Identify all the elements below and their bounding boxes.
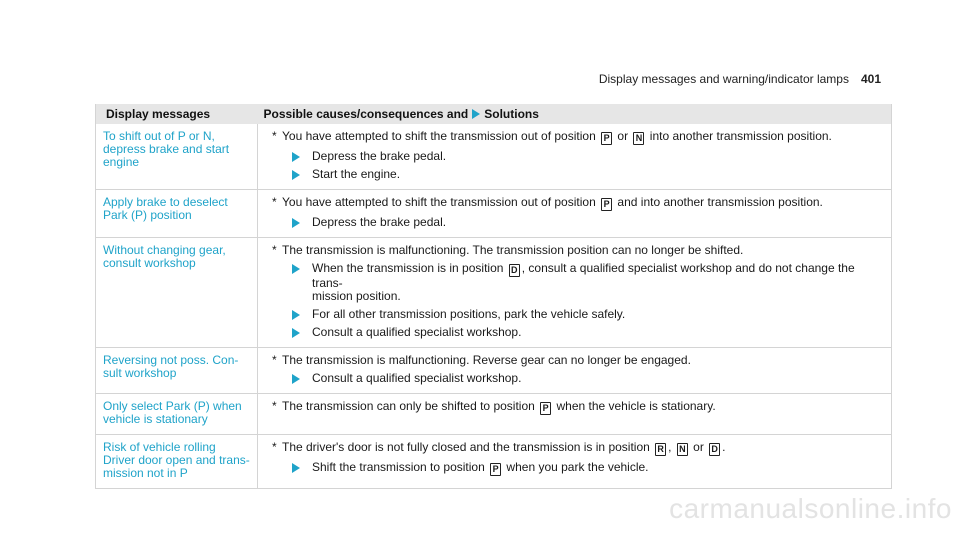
display-message-line: engine bbox=[103, 155, 140, 169]
asterisk: * bbox=[272, 129, 277, 143]
display-message bbox=[96, 435, 258, 489]
cause-and-solution bbox=[258, 348, 892, 394]
text-segment: Consult a qualified specialist workshop. bbox=[312, 371, 522, 385]
arrow-icon bbox=[292, 170, 300, 180]
cause-and-solution bbox=[258, 394, 892, 435]
cause-text bbox=[272, 244, 885, 257]
asterisk: * bbox=[272, 243, 277, 257]
text-segment: Start the engine. bbox=[312, 167, 401, 181]
text-segment: The transmission is malfunctioning. The transmission position can no longer be shifted. bbox=[282, 243, 744, 257]
text-segment: . bbox=[722, 440, 726, 454]
arrow-icon bbox=[292, 310, 300, 320]
display-messages-table bbox=[95, 104, 892, 489]
gear-n-icon: N bbox=[677, 443, 688, 456]
gear-p-icon: P bbox=[601, 132, 612, 145]
table-row bbox=[96, 348, 892, 394]
column-header-messages: Display messages bbox=[96, 104, 258, 124]
arrow-icon bbox=[292, 374, 300, 384]
gear-p-icon: P bbox=[490, 463, 501, 476]
text-segment: or bbox=[614, 129, 632, 143]
cause-text bbox=[272, 400, 885, 415]
section-title: Display messages and warning/indicator lamps bbox=[598, 72, 849, 86]
cause-and-solution bbox=[258, 124, 892, 190]
display-message-line: Park (P) position bbox=[103, 208, 192, 222]
text-segment: You have attempted to shift the transmission out of position bbox=[282, 129, 600, 143]
arrow-icon bbox=[472, 109, 480, 119]
cause-and-solution bbox=[258, 435, 892, 489]
gear-p-icon: P bbox=[540, 402, 551, 415]
display-message-line: sult workshop bbox=[103, 366, 177, 380]
text-segment: The transmission can only be shifted to position bbox=[282, 399, 539, 413]
column-header-solutions-label: Solutions bbox=[484, 107, 539, 121]
table-row bbox=[96, 124, 892, 190]
text-segment: Depress the brake pedal. bbox=[312, 149, 447, 163]
solution-step bbox=[272, 168, 885, 181]
gear-r-icon: R bbox=[655, 443, 666, 456]
text-segment: Depress the brake pedal. bbox=[312, 215, 447, 229]
text-segment: into another transmission position. bbox=[646, 129, 832, 143]
text-segment: when the vehicle is stationary. bbox=[553, 399, 716, 413]
text-segment: When the transmission is in position bbox=[312, 261, 507, 275]
display-message-line: Driver door open and trans- bbox=[103, 453, 250, 467]
arrow-icon bbox=[292, 218, 300, 228]
asterisk: * bbox=[272, 353, 277, 367]
solution-step bbox=[272, 216, 885, 229]
text-segment: and into another transmission position. bbox=[614, 195, 823, 209]
asterisk: * bbox=[272, 195, 277, 209]
text-segment: or bbox=[689, 440, 708, 454]
table-row bbox=[96, 435, 892, 489]
table-row bbox=[96, 190, 892, 238]
table-row bbox=[96, 238, 892, 348]
cause-and-solution bbox=[258, 238, 892, 348]
text-segment: For all other transmission positions, park the vehicle safely. bbox=[312, 307, 626, 321]
cause-text bbox=[272, 354, 885, 367]
cause-text bbox=[272, 441, 885, 456]
display-message bbox=[96, 394, 258, 435]
display-message bbox=[96, 238, 258, 348]
table-header-row bbox=[96, 104, 892, 124]
solution-step bbox=[272, 461, 885, 476]
display-message bbox=[96, 190, 258, 238]
display-message-line: vehicle is stationary bbox=[103, 412, 208, 426]
display-message-line: mission not in P bbox=[103, 466, 188, 480]
solution-step bbox=[272, 308, 885, 321]
display-message-line: Risk of vehicle rolling bbox=[103, 440, 216, 454]
table-row bbox=[96, 394, 892, 435]
column-header-causes-label: Possible causes/consequences and bbox=[263, 107, 469, 121]
page-header bbox=[599, 72, 881, 86]
display-message bbox=[96, 348, 258, 394]
arrow-icon bbox=[292, 152, 300, 162]
solution-step bbox=[272, 150, 885, 163]
watermark: carmanualsonline.info bbox=[669, 493, 952, 524]
text-segment: The driver's door is not fully closed and the transmission is in position bbox=[282, 440, 654, 454]
solution-step bbox=[272, 262, 885, 303]
display-message-line: Only select Park (P) when bbox=[103, 399, 242, 413]
text-segment: when you park the vehicle. bbox=[503, 460, 649, 474]
solution-step bbox=[272, 326, 885, 339]
cause-text bbox=[272, 196, 885, 211]
solution-step bbox=[272, 372, 885, 385]
arrow-icon bbox=[292, 264, 300, 274]
arrow-icon bbox=[292, 328, 300, 338]
arrow-icon bbox=[292, 463, 300, 473]
asterisk: * bbox=[272, 399, 277, 413]
cause-and-solution bbox=[258, 190, 892, 238]
text-segment: Shift the transmission to position bbox=[312, 460, 489, 474]
cause-text bbox=[272, 130, 885, 145]
display-message-line: depress brake and start bbox=[103, 142, 230, 156]
text-segment: , bbox=[668, 440, 675, 454]
text-segment: You have attempted to shift the transmission out of position bbox=[282, 195, 600, 209]
text-segment: Consult a qualified specialist workshop. bbox=[312, 325, 522, 339]
display-message-line: Apply brake to deselect bbox=[103, 195, 228, 209]
text-segment: , consult a qualified specialist workshop and do not change the trans- bbox=[312, 261, 855, 290]
gear-d-icon: D bbox=[509, 264, 520, 277]
asterisk: * bbox=[272, 440, 277, 454]
text-segment: The transmission is malfunctioning. Reverse gear can no longer be engaged. bbox=[282, 353, 691, 367]
display-message-line: Reversing not poss. Con- bbox=[103, 353, 239, 367]
display-message-line: consult workshop bbox=[103, 256, 196, 270]
gear-n-icon: N bbox=[633, 132, 644, 145]
page-number: 401 bbox=[860, 72, 881, 86]
gear-d-icon: D bbox=[709, 443, 720, 456]
column-header-solutions bbox=[258, 104, 892, 124]
gear-p-icon: P bbox=[601, 198, 612, 211]
text-segment: mission position. bbox=[312, 289, 401, 303]
display-message-line: To shift out of P or N, bbox=[103, 129, 215, 143]
display-message-line: Without changing gear, bbox=[103, 243, 226, 257]
display-message bbox=[96, 124, 258, 190]
